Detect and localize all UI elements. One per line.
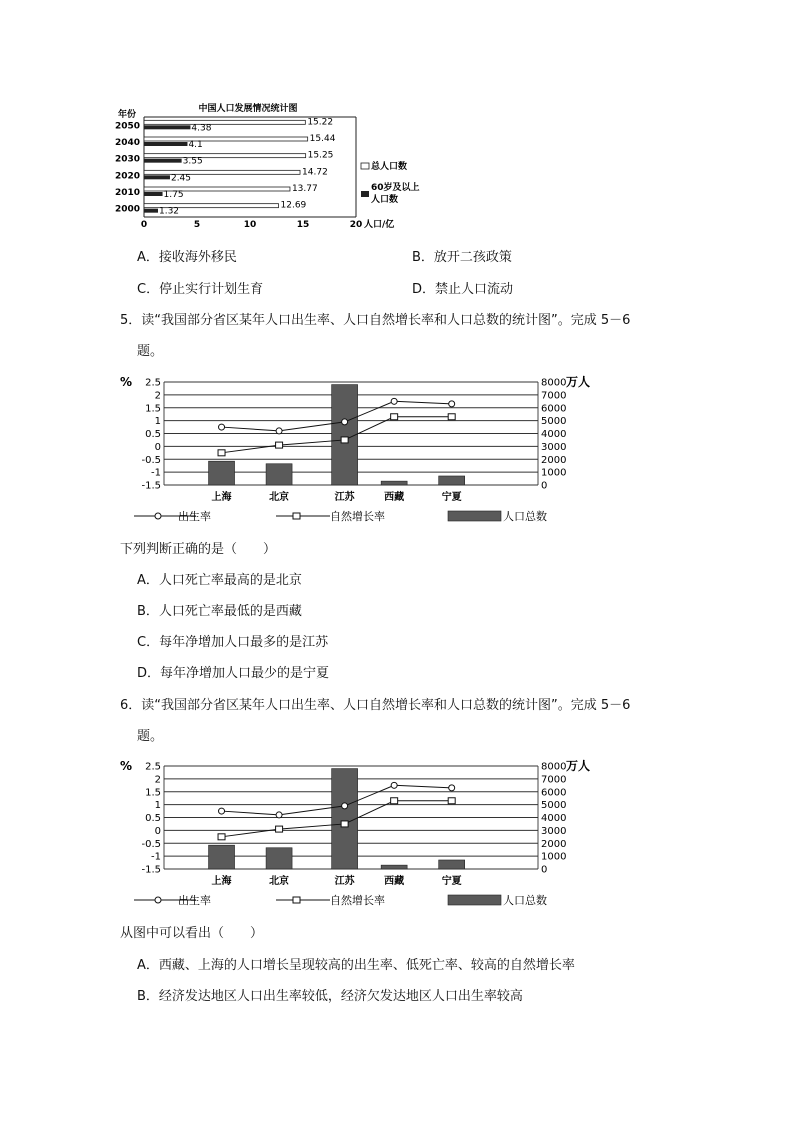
year-label: 2000: [114, 204, 140, 215]
bar-elderly-population: [144, 192, 163, 196]
elderly-population-value: 4.1: [188, 140, 203, 150]
left-tick-label: -0.5: [141, 454, 161, 466]
right-tick-label: 3000: [541, 441, 567, 453]
left-tick-label: 1: [154, 800, 161, 812]
bar-total-population: [381, 481, 407, 485]
year-label: 2050: [114, 121, 140, 132]
legend-swatch-total: [448, 511, 501, 521]
point-birth-rate: [276, 812, 282, 818]
bar-total-population: [266, 464, 292, 485]
left-axis-unit: %: [120, 375, 133, 389]
category-label: 江苏: [334, 492, 355, 503]
legend-label-natural: 自然增长率: [330, 510, 385, 523]
q5-option-d[interactable]: D．每年净增加人口最少的是宁夏: [137, 666, 330, 681]
q5-option-c[interactable]: C．每年净增加人口最多的是江苏: [137, 635, 329, 650]
left-tick-label: 1.5: [145, 403, 161, 415]
bar-elderly-population: [144, 175, 170, 179]
right-tick-label: 2000: [541, 454, 567, 466]
legend-label-birth: 出生率: [178, 894, 211, 907]
x-tick-label: 0: [140, 220, 148, 230]
right-tick-label: 8000: [541, 377, 567, 389]
point-natural-growth-rate: [218, 450, 225, 456]
right-axis-unit: 万人: [566, 375, 591, 389]
legend-swatch-total: [361, 163, 369, 169]
q5-prompt: 下列判断正确的是（ ）: [120, 542, 277, 557]
bar-total-population: [381, 865, 407, 869]
category-label: 江苏: [334, 876, 355, 887]
point-natural-growth-rate: [391, 414, 398, 420]
year-label: 2020: [114, 171, 140, 182]
q6-stem: 6．读“我国部分省区某年人口出生率、人口自然增长率和人口总数的统计图”。完成 5－6: [120, 698, 631, 713]
x-tick-label: 10: [243, 220, 257, 230]
legend-label-total: 人口总数: [503, 894, 547, 907]
bar-elderly-population: [144, 209, 158, 213]
point-natural-growth-rate: [341, 437, 348, 443]
bar-total-population: [209, 845, 235, 869]
point-birth-rate: [342, 419, 348, 425]
left-tick-label: 2: [154, 774, 161, 786]
category-label: 西藏: [384, 876, 405, 887]
bar-total-population: [332, 769, 358, 869]
category-label: 西藏: [384, 492, 405, 503]
total-population-value: 15.22: [307, 117, 334, 128]
province-population-chart-repeat: [112, 756, 591, 914]
right-tick-label: 5000: [541, 416, 567, 428]
left-tick-label: 0: [154, 825, 161, 837]
point-birth-rate: [449, 785, 455, 791]
bar-total-population: [266, 848, 292, 869]
q6-option-a[interactable]: A．西藏、上海的人口增长呈现较高的出生率、低死亡率、较高的自然增长率: [137, 958, 575, 973]
legend-label-elderly-cont: 人口数: [371, 195, 399, 205]
total-population-value: 14.72: [302, 167, 328, 178]
point-natural-growth-rate: [448, 414, 455, 420]
left-tick-label: -0.5: [141, 838, 161, 850]
total-population-value: 15.25: [307, 150, 334, 161]
right-tick-label: 1000: [541, 467, 567, 479]
category-label: 宁夏: [441, 492, 462, 503]
point-natural-growth-rate: [276, 826, 283, 832]
point-birth-rate: [276, 428, 282, 434]
legend-label-total: 人口总数: [503, 510, 547, 523]
right-axis-unit: 万人: [566, 759, 591, 773]
elderly-population-value: 1.75: [163, 190, 184, 200]
elderly-population-value: 2.45: [170, 173, 192, 184]
bar-elderly-population: [144, 125, 190, 129]
point-birth-rate: [391, 398, 397, 404]
category-label: 上海: [211, 876, 232, 887]
bar-total-population: [144, 137, 308, 141]
right-tick-label: 6000: [541, 787, 567, 799]
x-tick-label: 20: [349, 220, 363, 230]
bar-total-population: [439, 476, 465, 485]
left-tick-label: 2: [154, 390, 161, 402]
q6-stem-cont: 题。: [137, 729, 164, 744]
total-population-value: 13.77: [291, 184, 318, 194]
left-tick-label: 1.5: [145, 787, 161, 799]
bar-total-population: [209, 461, 235, 485]
chart-title: 中国人口发展情况统计图: [198, 104, 298, 114]
legend-swatch-elderly: [361, 191, 369, 197]
point-birth-rate: [342, 803, 348, 809]
left-tick-label: 0.5: [145, 813, 161, 824]
q5-stem-cont: 题。: [137, 344, 164, 359]
bar-elderly-population: [144, 142, 187, 146]
bar-total-population: [144, 170, 300, 174]
province-population-chart: [112, 372, 591, 530]
elderly-population-value: 3.55: [182, 156, 203, 167]
bar-total-population: [439, 860, 465, 869]
point-natural-growth-rate: [218, 834, 225, 840]
left-tick-label: -1.5: [141, 480, 161, 492]
y-axis-label: 年份: [118, 110, 137, 120]
legend-marker-natural: [293, 897, 300, 903]
left-tick-label: 2.5: [145, 761, 161, 773]
category-label: 北京: [269, 876, 290, 887]
left-axis-unit: %: [120, 759, 133, 773]
left-tick-label: -1: [151, 467, 161, 479]
x-axis-label: 人口/亿: [364, 220, 395, 230]
legend-label-elderly: 60岁及以上: [371, 183, 420, 193]
category-label: 北京: [269, 492, 290, 503]
population-development-chart: [112, 100, 472, 235]
legend-marker-natural: [293, 513, 300, 519]
q6-prompt: 从图中可以看出（ ）: [120, 926, 264, 941]
q4-option-b[interactable]: B．放开二孩政策: [412, 250, 512, 265]
year-label: 2040: [114, 138, 140, 148]
left-tick-label: -1.5: [141, 864, 161, 876]
x-tick-label: 5: [193, 220, 201, 230]
bar-total-population: [144, 120, 305, 124]
right-tick-label: 1000: [541, 851, 567, 863]
legend-label-natural: 自然增长率: [330, 894, 385, 907]
point-natural-growth-rate: [391, 798, 398, 804]
right-tick-label: 5000: [541, 800, 567, 812]
q5-option-b[interactable]: B．人口死亡率最低的是西藏: [137, 604, 302, 619]
legend-label-total: 总人口数: [371, 162, 408, 172]
right-tick-label: 4000: [541, 429, 567, 440]
legend-marker-birth: [155, 897, 161, 903]
point-natural-growth-rate: [341, 821, 348, 827]
year-label: 2030: [114, 154, 140, 165]
left-tick-label: -1: [151, 851, 161, 863]
legend-marker-birth: [155, 513, 161, 519]
q4-option-d[interactable]: D．禁止人口流动: [412, 282, 514, 297]
legend-swatch-total: [448, 895, 501, 905]
bar-total-population: [144, 154, 306, 158]
q5-option-a[interactable]: A．人口死亡率最高的是北京: [137, 573, 302, 588]
q5-stem: 5．读“我国部分省区某年人口出生率、人口自然增长率和人口总数的统计图”。完成 5－6: [120, 313, 631, 328]
point-natural-growth-rate: [448, 798, 455, 804]
bar-total-population: [332, 385, 358, 485]
q4-option-c[interactable]: C．停止实行计划生育: [137, 282, 264, 297]
point-birth-rate: [449, 401, 455, 407]
elderly-population-value: 4.38: [191, 123, 212, 134]
point-birth-rate: [391, 782, 397, 788]
point-birth-rate: [219, 808, 225, 814]
left-tick-label: 0.5: [145, 429, 161, 440]
bar-elderly-population: [144, 159, 182, 163]
right-tick-label: 0: [541, 864, 548, 876]
year-label: 2010: [114, 188, 140, 198]
right-tick-label: 2000: [541, 838, 567, 850]
right-tick-label: 6000: [541, 403, 567, 415]
x-tick-label: 15: [296, 220, 310, 230]
right-tick-label: 7000: [541, 390, 567, 402]
category-label: 上海: [211, 492, 232, 503]
q4-option-a[interactable]: A．接收海外移民: [137, 250, 237, 265]
right-tick-label: 3000: [541, 825, 567, 837]
category-label: 宁夏: [441, 876, 462, 887]
point-birth-rate: [219, 424, 225, 430]
point-natural-growth-rate: [276, 442, 283, 448]
right-tick-label: 8000: [541, 761, 567, 773]
right-tick-label: 7000: [541, 774, 567, 786]
right-tick-label: 4000: [541, 813, 567, 824]
legend-label-birth: 出生率: [178, 510, 211, 523]
left-tick-label: 2.5: [145, 377, 161, 389]
q6-option-b[interactable]: B．经济发达地区人口出生率较低，经济欠发达地区人口出生率较高: [137, 989, 523, 1004]
total-population-value: 15.44: [309, 134, 336, 144]
right-tick-label: 0: [541, 480, 548, 492]
elderly-population-value: 1.32: [158, 206, 180, 217]
left-tick-label: 1: [154, 416, 161, 428]
left-tick-label: 0: [154, 441, 161, 453]
total-population-value: 12.69: [280, 200, 307, 211]
